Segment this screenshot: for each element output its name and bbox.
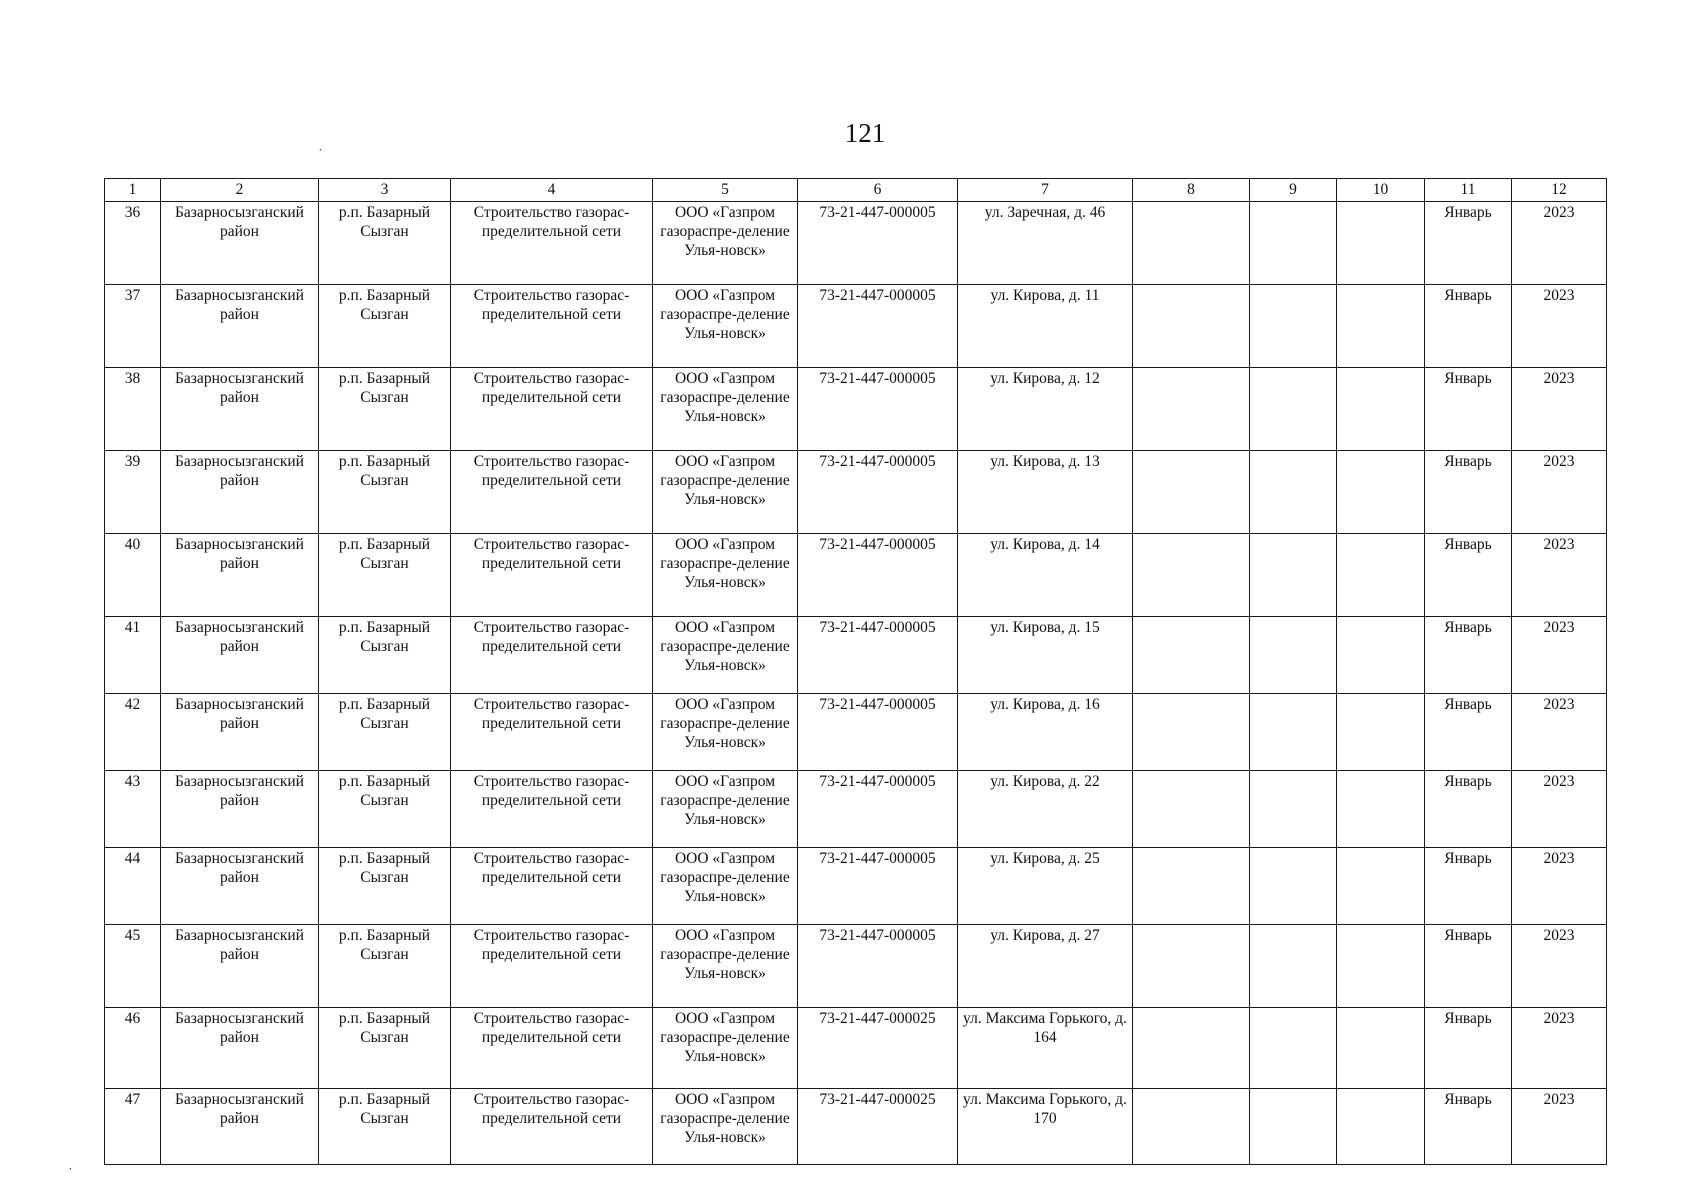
table-cell-col-12: 2023 bbox=[1512, 202, 1607, 285]
table-cell-col-6: 73-21-447-000005 bbox=[798, 848, 958, 925]
table-cell-col-6: 73-21-447-000005 bbox=[798, 285, 958, 368]
table-row bbox=[105, 1008, 1607, 1089]
table-body bbox=[105, 202, 1607, 1165]
column-number-header: 1 bbox=[105, 179, 161, 202]
table-cell-col-4: Строительство газорас-пределительной сети bbox=[451, 202, 653, 285]
table-cell-col-2: Базарносызганский район bbox=[161, 694, 319, 771]
table-cell-col-8 bbox=[1133, 202, 1250, 285]
table-cell-col-4: Строительство газорас-пределительной сети bbox=[451, 771, 653, 848]
table-cell-col-1: 38 bbox=[105, 368, 161, 451]
table-cell-col-8 bbox=[1133, 451, 1250, 534]
table-cell-col-11: Январь bbox=[1425, 617, 1512, 694]
table-cell-col-9 bbox=[1250, 368, 1337, 451]
table-cell-col-9 bbox=[1250, 534, 1337, 617]
table-cell-col-9 bbox=[1250, 285, 1337, 368]
table-cell-col-4: Строительство газорас-пределительной сети bbox=[451, 925, 653, 1008]
table-cell-col-5: ООО «Газпром газораспре-деление Улья-новск» bbox=[653, 285, 798, 368]
table-cell-col-7: ул. Кирова, д. 16 bbox=[958, 694, 1133, 771]
table-cell-col-12: 2023 bbox=[1512, 848, 1607, 925]
table-cell-col-6: 73-21-447-000005 bbox=[798, 617, 958, 694]
table-cell-col-10 bbox=[1337, 534, 1425, 617]
table-cell-col-12: 2023 bbox=[1512, 368, 1607, 451]
table-cell-col-7: ул. Кирова, д. 25 bbox=[958, 848, 1133, 925]
table-cell-col-10 bbox=[1337, 1008, 1425, 1089]
table-cell-col-4: Строительство газорас-пределительной сети bbox=[451, 694, 653, 771]
table-cell-col-3: р.п. Базарный Сызган bbox=[319, 368, 451, 451]
column-number-header: 5 bbox=[653, 179, 798, 202]
table-cell-col-8 bbox=[1133, 848, 1250, 925]
table-cell-col-9 bbox=[1250, 1008, 1337, 1089]
table-row bbox=[105, 1089, 1607, 1165]
table-cell-col-6: 73-21-447-000005 bbox=[798, 534, 958, 617]
scan-speck: ˙ bbox=[68, 1166, 73, 1181]
table-cell-col-4: Строительство газорас-пределительной сети bbox=[451, 1008, 653, 1089]
table-cell-col-2: Базарносызганский район bbox=[161, 285, 319, 368]
table-cell-col-7: ул. Кирова, д. 22 bbox=[958, 771, 1133, 848]
table-cell-col-6: 73-21-447-000005 bbox=[798, 368, 958, 451]
table-cell-col-4: Строительство газорас-пределительной сети bbox=[451, 285, 653, 368]
table-cell-col-9 bbox=[1250, 202, 1337, 285]
table-cell-col-1: 36 bbox=[105, 202, 161, 285]
table-cell-col-2: Базарносызганский район bbox=[161, 771, 319, 848]
table-cell-col-4: Строительство газорас-пределительной сети bbox=[451, 617, 653, 694]
table-cell-col-9 bbox=[1250, 617, 1337, 694]
table-cell-col-3: р.п. Базарный Сызган bbox=[319, 848, 451, 925]
table-row bbox=[105, 925, 1607, 1008]
table-cell-col-3: р.п. Базарный Сызган bbox=[319, 694, 451, 771]
table-cell-col-5: ООО «Газпром газораспре-деление Улья-новск» bbox=[653, 925, 798, 1008]
page-number: 121 bbox=[844, 118, 886, 148]
table-cell-col-7: ул. Кирова, д. 11 bbox=[958, 285, 1133, 368]
table-cell-col-2: Базарносызганский район bbox=[161, 534, 319, 617]
table-cell-col-12: 2023 bbox=[1512, 925, 1607, 1008]
table-cell-col-2: Базарносызганский район bbox=[161, 1008, 319, 1089]
table-cell-col-1: 41 bbox=[105, 617, 161, 694]
table-cell-col-1: 42 bbox=[105, 694, 161, 771]
table-cell-col-8 bbox=[1133, 1089, 1250, 1165]
table-cell-col-8 bbox=[1133, 1008, 1250, 1089]
table-cell-col-4: Строительство газорас-пределительной сети bbox=[451, 368, 653, 451]
table-cell-col-5: ООО «Газпром газораспре-деление Улья-новск» bbox=[653, 368, 798, 451]
table-cell-col-7: ул. Кирова, д. 15 bbox=[958, 617, 1133, 694]
table-cell-col-8 bbox=[1133, 617, 1250, 694]
column-number-header: 11 bbox=[1425, 179, 1512, 202]
table-cell-col-7: ул. Кирова, д. 14 bbox=[958, 534, 1133, 617]
table-cell-col-9 bbox=[1250, 925, 1337, 1008]
table-cell-col-12: 2023 bbox=[1512, 617, 1607, 694]
table-cell-col-11: Январь bbox=[1425, 451, 1512, 534]
table-cell-col-6: 73-21-447-000025 bbox=[798, 1008, 958, 1089]
table-cell-col-3: р.п. Базарный Сызган bbox=[319, 534, 451, 617]
table-cell-col-10 bbox=[1337, 1089, 1425, 1165]
table-cell-col-7: ул. Заречная, д. 46 bbox=[958, 202, 1133, 285]
table-cell-col-3: р.п. Базарный Сызган bbox=[319, 285, 451, 368]
table-cell-col-1: 43 bbox=[105, 771, 161, 848]
table-cell-col-10 bbox=[1337, 848, 1425, 925]
table-cell-col-12: 2023 bbox=[1512, 694, 1607, 771]
table-cell-col-6: 73-21-447-000005 bbox=[798, 694, 958, 771]
table-cell-col-2: Базарносызганский район bbox=[161, 1089, 319, 1165]
table-cell-col-5: ООО «Газпром газораспре-деление Улья-новск» bbox=[653, 694, 798, 771]
table-cell-col-3: р.п. Базарный Сызган bbox=[319, 202, 451, 285]
column-number-header: 7 bbox=[958, 179, 1133, 202]
table-cell-col-1: 40 bbox=[105, 534, 161, 617]
table-cell-col-8 bbox=[1133, 771, 1250, 848]
table-cell-col-9 bbox=[1250, 771, 1337, 848]
table-cell-col-12: 2023 bbox=[1512, 771, 1607, 848]
table-cell-col-10 bbox=[1337, 451, 1425, 534]
table-cell-col-10 bbox=[1337, 202, 1425, 285]
object-list-table bbox=[104, 178, 1607, 1165]
table-cell-col-5: ООО «Газпром газораспре-деление Улья-новск» bbox=[653, 1008, 798, 1089]
column-number-header: 2 bbox=[161, 179, 319, 202]
table-cell-col-4: Строительство газорас-пределительной сети bbox=[451, 451, 653, 534]
table-cell-col-2: Базарносызганский район bbox=[161, 617, 319, 694]
column-number-header: 8 bbox=[1133, 179, 1250, 202]
column-number-row bbox=[105, 179, 1607, 202]
table-cell-col-11: Январь bbox=[1425, 771, 1512, 848]
table-row bbox=[105, 534, 1607, 617]
table-cell-col-11: Январь bbox=[1425, 202, 1512, 285]
column-number-header: 9 bbox=[1250, 179, 1337, 202]
table-cell-col-7: ул. Максима Горького, д. 170 bbox=[958, 1089, 1133, 1165]
table-cell-col-7: ул. Максима Горького, д. 164 bbox=[958, 1008, 1133, 1089]
table-cell-col-1: 47 bbox=[105, 1089, 161, 1165]
table-row bbox=[105, 202, 1607, 285]
table-cell-col-9 bbox=[1250, 848, 1337, 925]
table-row bbox=[105, 694, 1607, 771]
table-cell-col-11: Январь bbox=[1425, 1089, 1512, 1165]
table-cell-col-11: Январь bbox=[1425, 285, 1512, 368]
table-cell-col-3: р.п. Базарный Сызган bbox=[319, 771, 451, 848]
table-cell-col-10 bbox=[1337, 925, 1425, 1008]
table-cell-col-1: 45 bbox=[105, 925, 161, 1008]
table-row bbox=[105, 368, 1607, 451]
table-cell-col-10 bbox=[1337, 694, 1425, 771]
table-row bbox=[105, 617, 1607, 694]
table-cell-col-12: 2023 bbox=[1512, 534, 1607, 617]
table-cell-col-1: 39 bbox=[105, 451, 161, 534]
table-cell-col-5: ООО «Газпром газораспре-деление Улья-новск» bbox=[653, 451, 798, 534]
table-row bbox=[105, 848, 1607, 925]
table-cell-col-9 bbox=[1250, 694, 1337, 771]
table-cell-col-11: Январь bbox=[1425, 848, 1512, 925]
table-cell-col-2: Базарносызганский район bbox=[161, 451, 319, 534]
table-row bbox=[105, 285, 1607, 368]
table-cell-col-5: ООО «Газпром газораспре-деление Улья-новск» bbox=[653, 848, 798, 925]
table-cell-col-5: ООО «Газпром газораспре-деление Улья-новск» bbox=[653, 202, 798, 285]
table-cell-col-10 bbox=[1337, 368, 1425, 451]
table-cell-col-11: Январь bbox=[1425, 534, 1512, 617]
table-cell-col-5: ООО «Газпром газораспре-деление Улья-новск» bbox=[653, 534, 798, 617]
table-cell-col-3: р.п. Базарный Сызган bbox=[319, 451, 451, 534]
table-cell-col-8 bbox=[1133, 925, 1250, 1008]
column-number-header: 6 bbox=[798, 179, 958, 202]
table-cell-col-11: Январь bbox=[1425, 1008, 1512, 1089]
table-cell-col-3: р.п. Базарный Сызган bbox=[319, 1008, 451, 1089]
table-cell-col-11: Январь bbox=[1425, 694, 1512, 771]
table-cell-col-6: 73-21-447-000005 bbox=[798, 451, 958, 534]
table-cell-col-6: 73-21-447-000005 bbox=[798, 771, 958, 848]
table-cell-col-5: ООО «Газпром газораспре-деление Улья-новск» bbox=[653, 617, 798, 694]
table-cell-col-12: 2023 bbox=[1512, 285, 1607, 368]
table-cell-col-3: р.п. Базарный Сызган bbox=[319, 925, 451, 1008]
table-cell-col-12: 2023 bbox=[1512, 451, 1607, 534]
table-cell-col-3: р.п. Базарный Сызган bbox=[319, 1089, 451, 1165]
column-number-header: 12 bbox=[1512, 179, 1607, 202]
table-cell-col-8 bbox=[1133, 285, 1250, 368]
table-cell-col-12: 2023 bbox=[1512, 1089, 1607, 1165]
table-cell-col-2: Базарносызганский район bbox=[161, 202, 319, 285]
table-cell-col-11: Январь bbox=[1425, 925, 1512, 1008]
table-cell-col-1: 44 bbox=[105, 848, 161, 925]
table-cell-col-6: 73-21-447-000025 bbox=[798, 1089, 958, 1165]
column-number-header: 10 bbox=[1337, 179, 1425, 202]
table-cell-col-4: Строительство газорас-пределительной сети bbox=[451, 534, 653, 617]
table-cell-col-7: ул. Кирова, д. 13 bbox=[958, 451, 1133, 534]
table-cell-col-2: Базарносызганский район bbox=[161, 925, 319, 1008]
table-cell-col-1: 37 bbox=[105, 285, 161, 368]
table-cell-col-10 bbox=[1337, 771, 1425, 848]
table-cell-col-9 bbox=[1250, 1089, 1337, 1165]
column-number-header: 4 bbox=[451, 179, 653, 202]
table-row bbox=[105, 771, 1607, 848]
table-cell-col-6: 73-21-447-000005 bbox=[798, 202, 958, 285]
table-cell-col-3: р.п. Базарный Сызган bbox=[319, 617, 451, 694]
table-cell-col-2: Базарносызганский район bbox=[161, 848, 319, 925]
table-cell-col-11: Январь bbox=[1425, 368, 1512, 451]
table-cell-col-2: Базарносызганский район bbox=[161, 368, 319, 451]
table-cell-col-8 bbox=[1133, 368, 1250, 451]
table-row bbox=[105, 451, 1607, 534]
table-cell-col-7: ул. Кирова, д. 27 bbox=[958, 925, 1133, 1008]
table-cell-col-5: ООО «Газпром газораспре-деление Улья-новск» bbox=[653, 1089, 798, 1165]
scan-speck: ˙ bbox=[318, 147, 323, 162]
table-cell-col-10 bbox=[1337, 617, 1425, 694]
table-cell-col-10 bbox=[1337, 285, 1425, 368]
table-cell-col-1: 46 bbox=[105, 1008, 161, 1089]
table-cell-col-4: Строительство газорас-пределительной сети bbox=[451, 1089, 653, 1165]
table-cell-col-8 bbox=[1133, 694, 1250, 771]
column-number-header: 3 bbox=[319, 179, 451, 202]
table-cell-col-7: ул. Кирова, д. 12 bbox=[958, 368, 1133, 451]
table-cell-col-4: Строительство газорас-пределительной сети bbox=[451, 848, 653, 925]
table-cell-col-9 bbox=[1250, 451, 1337, 534]
table-cell-col-8 bbox=[1133, 534, 1250, 617]
table-cell-col-5: ООО «Газпром газораспре-деление Улья-новск» bbox=[653, 771, 798, 848]
table-cell-col-12: 2023 bbox=[1512, 1008, 1607, 1089]
table-cell-col-6: 73-21-447-000005 bbox=[798, 925, 958, 1008]
